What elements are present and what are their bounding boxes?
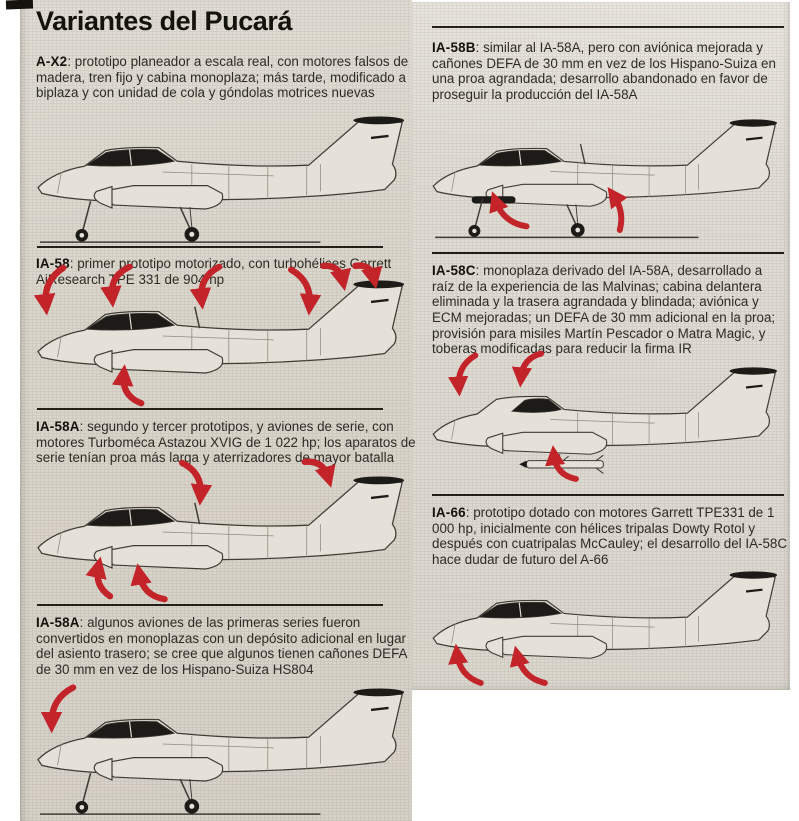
engine-nacelle [108,350,223,373]
antenna-mast [195,307,200,328]
modification-arrow [112,267,130,297]
modification-arrow [323,266,342,281]
modification-arrow [457,654,481,683]
aircraft-outline [433,119,777,237]
aircraft-drawing-ia-58b [424,102,790,241]
aircraft-drawing-ia-58a-mono [28,670,418,818]
modification-arrows [52,688,73,723]
variant-entry [432,40,788,103]
tailplane [730,571,778,578]
tailplane [353,689,404,697]
fuselage [433,122,775,199]
tailplane [730,119,778,126]
section-divider [37,246,383,248]
variant-label: IA-58 [36,256,70,271]
variant-description: prototipo dotado con motores Garrett TPE331 de 1 000 hp, inicialmente con hélices tripalas Dowty Rotol y después con cuatripalas McCauley; el desarrollo del IA-58C hace dudar de futuro del A-66 [432,505,788,568]
variant-label: IA-58B [432,40,476,55]
variant-label: IA-58C [432,263,476,278]
landing-gear [75,201,199,241]
variant-entry [432,263,788,357]
aircraft-outline [433,367,777,473]
fuselage [38,479,402,561]
modification-arrows [457,654,545,683]
section-divider [432,494,784,496]
modification-arrow [355,266,374,279]
modification-arrow [182,463,201,495]
page-title: Variantes del Pucará [36,6,293,36]
landing-gear [468,199,584,237]
label-separator: : [79,419,88,434]
label-separator: : [465,505,474,520]
fuselage [38,691,402,773]
aircraft-drawing-ia-58c [424,350,790,489]
antenna-mast [580,144,585,164]
modification-arrow [613,195,621,230]
label-separator: : [475,40,484,55]
fuselage [38,119,402,201]
modification-arrow [124,375,142,403]
landing-gear [75,773,199,813]
modification-arrow [52,688,73,723]
aircraft-outline [433,571,777,658]
modification-arrow [459,355,476,386]
label-separator: : [67,54,75,69]
fuselage [38,283,402,365]
modification-arrow [305,462,328,478]
engine-nacelle [108,546,223,569]
aircraft-outline [38,117,404,243]
section-divider [432,252,784,254]
modification-arrow [45,268,63,305]
section-divider [432,26,784,28]
variant-description: algunos aviones de las primeras series fueron convertidos en monoplazas con un depósito adicional en lugar del asiento trasero; se cree que algunos tienen cañones DEFA de 30 mm en vez de los Hispano-Suiza HS804 [36,615,407,678]
modification-arrow [98,567,111,596]
label-separator: : [69,256,78,271]
aircraft-outline [38,477,404,570]
modification-arrow [201,267,219,299]
fuselage [433,574,775,651]
aircraft-drawing-ia-58a [28,458,418,606]
variant-description: prototipo planeador a escala real, con motores falsos de madera, tren fijo y cabina monoplaza; más tarde, modificado a biplaza y con unidad de cola y góndolas motrices nuevas [36,54,409,101]
tailplane [353,117,404,125]
variant-description: similar al IA-58A, pero con aviónica mejorada y cañones DEFA de 30 mm en vez de los Hispano-Suiza en una proa agrandada; desarrollo abandonado en favor de proseguir la producción del IA-58A [432,40,776,103]
aircraft-drawing-a-x2 [28,98,418,246]
variant-entry [36,54,420,101]
variant-label: IA-66 [432,505,466,520]
modification-arrow [495,201,526,227]
modification-arrow [517,656,544,683]
engine-nacelle [108,758,223,781]
variant-description: segundo y tercer prototipos, y aviones de serie, con motores Turboméca Astazou XVIG de 1 022 hp; los aparatos de serie tenían proa más larga y aterrizadores de mayor batalla [36,419,416,466]
antenna-mast [195,503,200,524]
modification-arrow [521,354,541,378]
label-separator: : [79,615,88,630]
engine-nacelle [499,432,607,454]
modification-arrow [139,574,164,599]
section-divider [37,408,383,410]
tailplane [353,281,404,289]
aircraft-outline [38,281,404,374]
aircraft-drawing-ia-66 [424,554,790,693]
variant-description: primer prototipo motorizado, con turbohélices Garrett AiResearch TPE 331 de 904 hp [36,256,392,287]
scan-artifact-mark [6,0,33,9]
variant-label: IA-58A [36,419,80,434]
variant-description: monoplaza derivado del IA-58A, desarrollado a raíz de la experiencia de las Malvinas; cabina delantera eliminada y la trasera agrandada y blindada; aviónica y ECM mejoradas; un DEFA de 30 mm adicional en la proa; provisión para misiles Martín Pescador o Matra Magic, y toberas modificadas para reducir la firma IR [432,263,776,357]
tailplane [353,477,404,485]
fuselage [433,370,775,447]
aircraft-outline [38,689,404,815]
aircraft-drawing-ia-58 [28,262,418,410]
tailplane [730,367,778,374]
modification-arrow [291,270,310,305]
engine-nacelle [499,184,607,206]
variant-label: IA-58A [36,615,80,630]
variant-entry [36,615,420,678]
engine-nacelle [108,186,223,209]
section-divider [37,604,383,606]
variant-label: A-X2 [36,54,68,69]
label-separator: : [475,263,484,278]
